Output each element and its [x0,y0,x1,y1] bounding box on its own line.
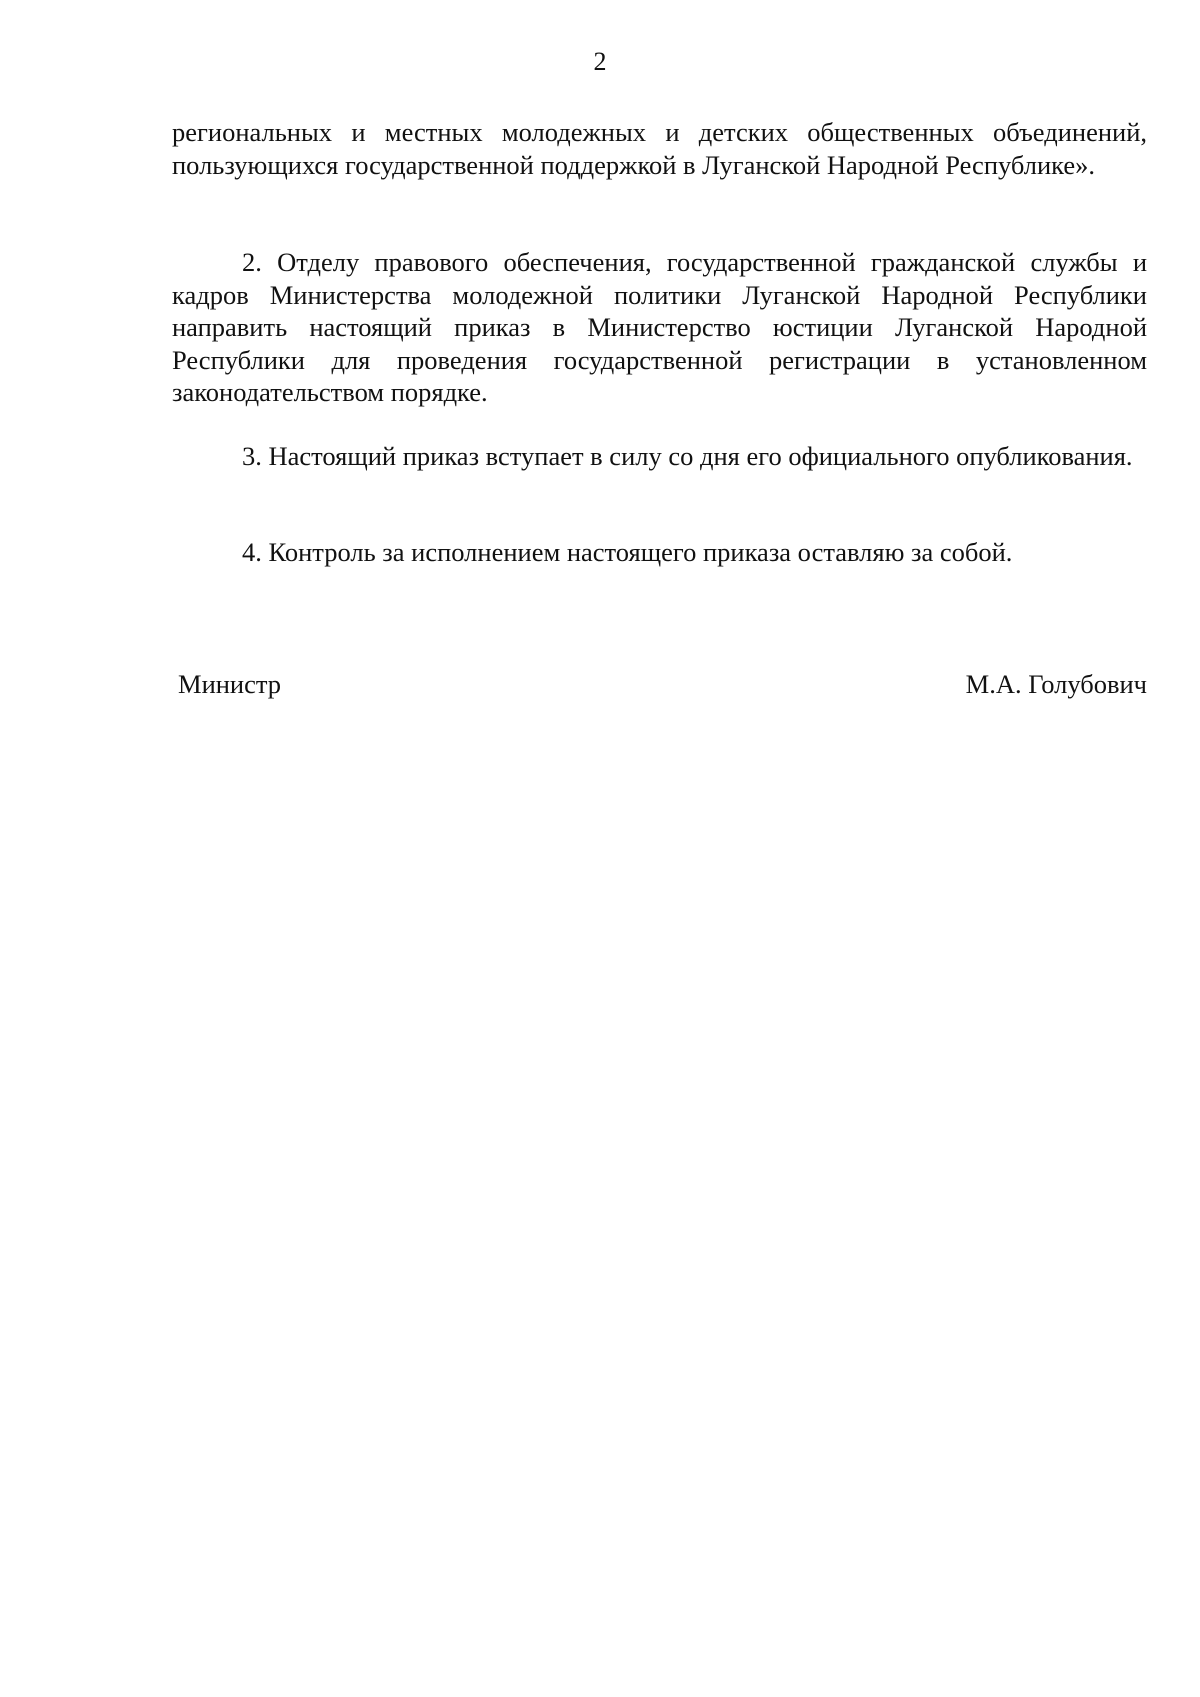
signatory-name: М.А. Голубович [965,669,1147,699]
paragraph-2: 2. Отделу правового обеспечения, государственной гражданской службы и кадров Министерства молодежной политики Луганской Народной Республики направить настоящий приказ в Министерство юстиции Луганской Народной Республики для проведения государственной регистрации в установленном законодательством порядке. [172,247,1147,407]
page-number: 2 [593,47,607,76]
paragraph-intro: региональных и местных молодежных и детских общественных объединений, пользующихся государственной поддержкой в Луганской Народной Республике». [172,117,1147,180]
paragraph-4: 4. Контроль за исполнением настоящего приказа оставляю за собой. [242,537,1013,567]
paragraph-3: 3. Настоящий приказ вступает в силу со дня его официального опубликования. [242,441,1133,471]
signatory-title: Министр [178,669,282,699]
